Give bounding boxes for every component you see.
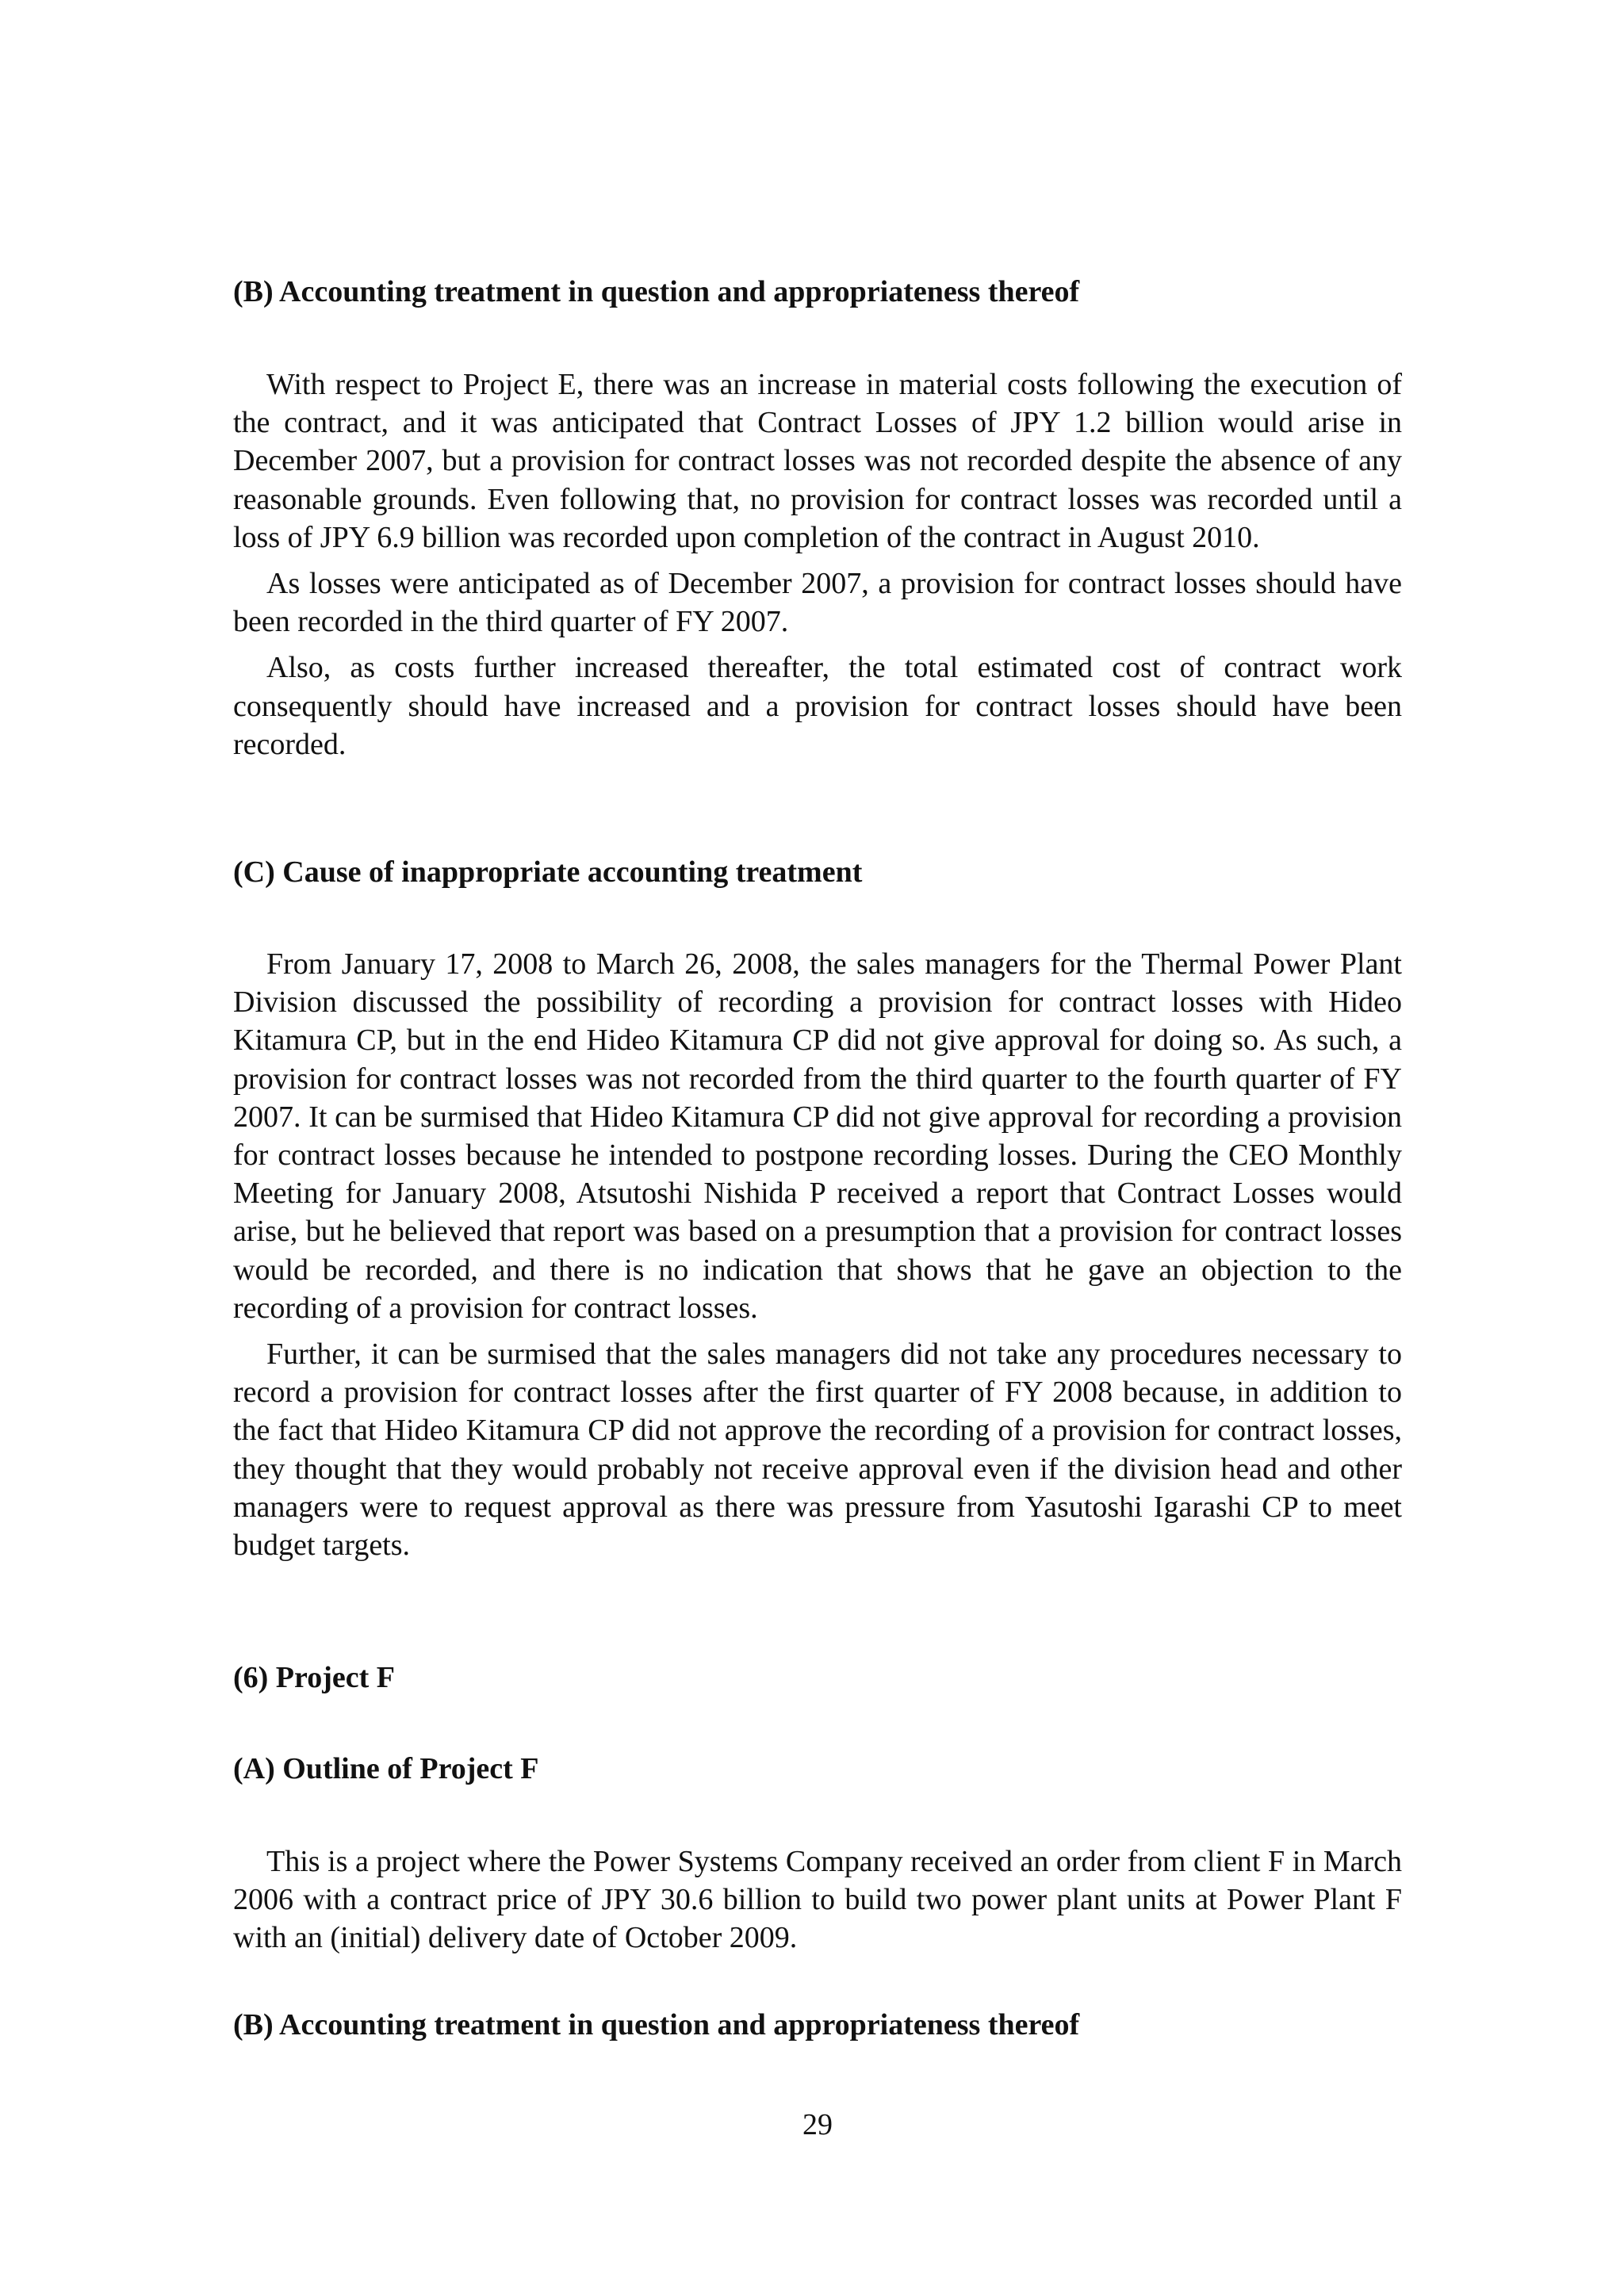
paragraph: This is a project where the Power Systems Company received an order from client F in March 2006 with a contract price of JPY 30.6 billion to build two power plant units at Power Plant F with an (initial) delivery date of October 2009. bbox=[233, 1845, 1402, 1955]
paragraph: Further, it can be surmised that the sales managers did not take any procedures necessary to record a provision for contract losses after the first quarter of FY 2008 because, in addition to the fact that Hideo Kitamura CP did not approve the recording of a provision for contract losses, they thought that they would probably not receive approval even if the division head and other managers were to request approval as there was pressure from Yasutoshi Igarashi CP to meet budget targets. bbox=[233, 1337, 1402, 1563]
paragraph: From January 17, 2008 to March 26, 2008, the sales managers for the Thermal Power Plant Division discussed the possibility of recording a provision for contract losses with Hideo Kitamura CP, but in the end Hideo Kitamura CP did not give approval for doing so. As such, a provision for contract losses was not recorded from the third quarter to the fourth quarter of FY 2007. It can be surmised that Hideo Kitamura CP did not give approval for recording a provision for contract losses because he intended to postpone recording losses. During the CEO Monthly Meeting for January 2008, Atsutoshi Nishida P received a report that Contract Losses would arise, but he believed that report was based on a presumption that a provision for contract losses would be recorded, and there is no indication that shows that he gave an objection to the recording of a provision for contract losses. bbox=[233, 947, 1402, 1325]
paragraph: With respect to Project E, there was an increase in material costs following the execution of the contract, and it was anticipated that Contract Losses of JPY 1.2 billion would arise in December 2007, but a provision for contract losses was not recorded despite the absence of any reasonable grounds. Even following that, no provision for contract losses was recorded until a loss of JPY 6.9 billion was recorded upon completion of the contract in August 2010. bbox=[233, 368, 1402, 554]
section-heading-b-accounting: (B) Accounting treatment in question and appropriateness thereof bbox=[233, 275, 1080, 308]
section-heading-project-f: (6) Project F bbox=[233, 1661, 395, 1694]
section-heading-c-cause: (C) Cause of inappropriate accounting treatment bbox=[233, 855, 863, 889]
section-c-body bbox=[233, 945, 1402, 1572]
paragraph: Also, as costs further increased thereafter, the total estimated cost of contract work consequently should have increased and a provision for contract losses should have been recorded. bbox=[233, 651, 1402, 761]
section-heading-b-accounting-f: (B) Accounting treatment in question and appropriateness thereof bbox=[233, 2008, 1080, 2042]
section-a-body bbox=[233, 1843, 1402, 1965]
document-page bbox=[233, 0, 1402, 2296]
section-heading-a-outline: (A) Outline of Project F bbox=[233, 1752, 539, 1785]
page-number: 29 bbox=[802, 2108, 833, 2141]
section-b-body bbox=[233, 365, 1402, 771]
paragraph: As losses were anticipated as of December 2007, a provision for contract losses should have been recorded in the third quarter of FY 2007. bbox=[233, 567, 1402, 639]
